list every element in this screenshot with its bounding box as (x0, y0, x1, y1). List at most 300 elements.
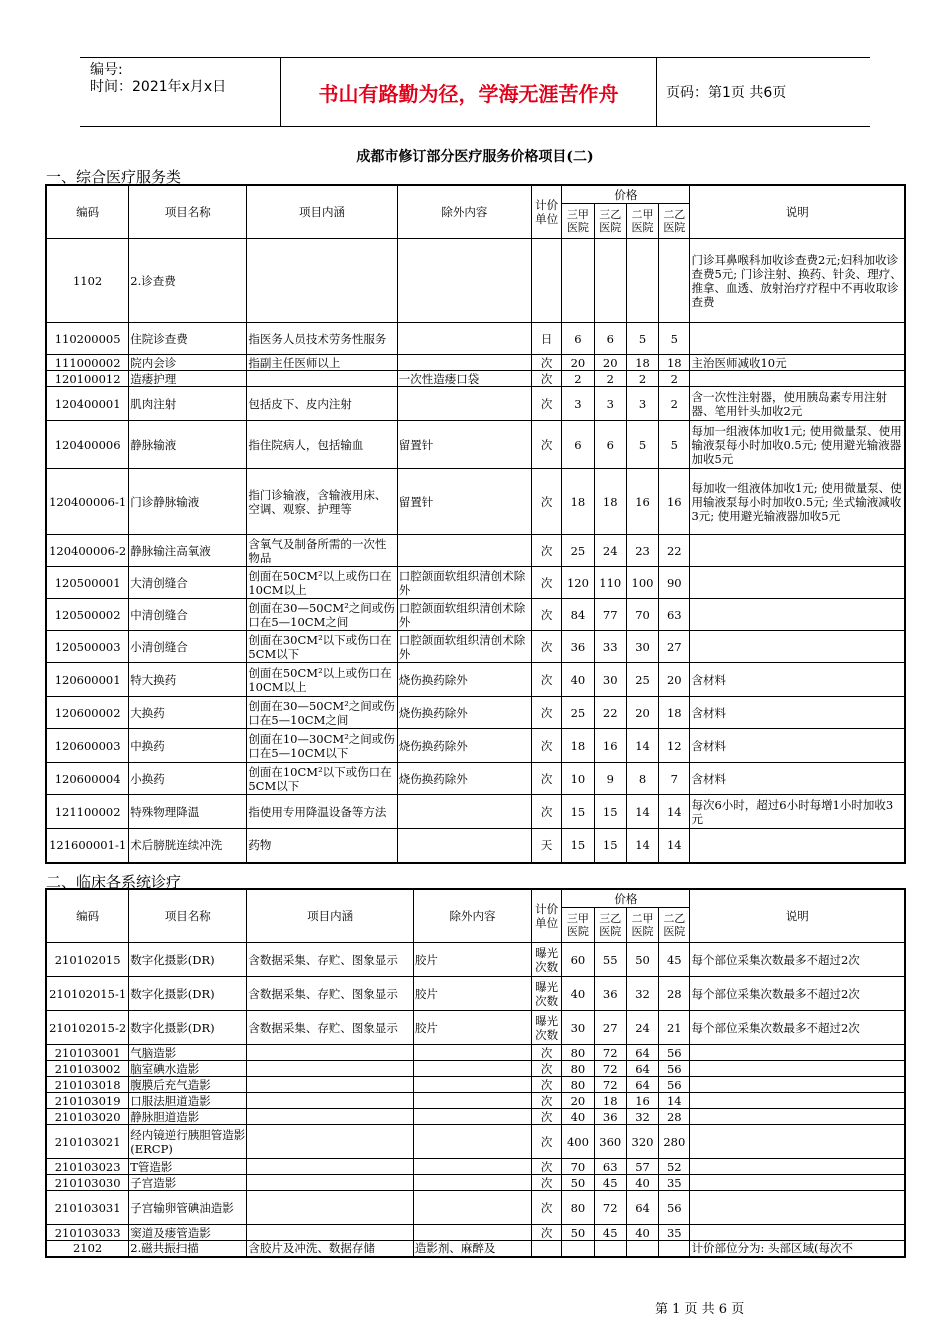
header-page-label: 页码：第1页 共6页 (666, 85, 787, 101)
cell-note: 含材料 (690, 697, 905, 729)
cell-code: 120400001 (46, 387, 129, 421)
cell-note: 每加一组液体加收1元; 使用微量泵、使用输液泵每小时加收0.5元; 使用避光输液器加收5元 (690, 421, 905, 469)
cell-note: 主治医师减收10元 (690, 355, 905, 371)
table-row (46, 1109, 905, 1125)
cell-name: 小清创缝合 (129, 631, 247, 663)
cell-unit: 次 (532, 1125, 562, 1159)
section-title: 一、综合医疗服务类 (46, 168, 182, 186)
cell-content: 创面在30—50CM²之间或伤口在5—10CM之间 (247, 697, 397, 729)
cell-except (397, 239, 531, 323)
cell-price: 3 (562, 387, 594, 421)
cell-code: 210102015-2 (46, 1011, 129, 1045)
cell-code: 120600002 (46, 697, 129, 729)
cell-except: 口腔颌面软组织清创术除外 (397, 567, 531, 599)
cell-name: 静脉输注高氧液 (129, 535, 247, 567)
cell-note: 含一次性注射器，使用胰岛素专用注射器、笔用针头加收2元 (690, 387, 905, 421)
cell-price: 360 (594, 1125, 626, 1159)
cell-price: 63 (594, 1159, 626, 1175)
cell-price: 70 (562, 1159, 594, 1175)
cell-price: 57 (626, 1159, 658, 1175)
cell-name: 肌肉注射 (129, 387, 247, 421)
table-row (46, 239, 905, 323)
cell-price: 23 (626, 535, 658, 567)
cell-name: 住院诊查费 (129, 323, 247, 355)
cell-price: 6 (562, 421, 594, 469)
cell-content (247, 1225, 414, 1241)
cell-price: 8 (626, 763, 658, 795)
cell-unit (532, 239, 562, 323)
cell-price: 110 (594, 567, 626, 599)
cell-code: 210103020 (46, 1109, 129, 1125)
table-row (46, 323, 905, 355)
table-row (46, 1225, 905, 1241)
cell-price: 50 (626, 943, 658, 977)
cell-price: 18 (659, 697, 690, 729)
cell-content: 创面在10—30CM²之间或伤口在5—10CM以下 (247, 729, 397, 763)
cell-except (413, 1093, 531, 1109)
cell-except: 口腔颌面软组织清创术除外 (397, 599, 531, 631)
cell-price: 72 (594, 1191, 626, 1225)
cell-name: 脑室碘水造影 (129, 1061, 247, 1077)
table-row (46, 763, 905, 795)
cell-code: 210103031 (46, 1191, 129, 1225)
cell-note (690, 371, 905, 387)
cell-note: 每加收一组液体加收1元; 使用微量泵、使用输液泵每小时加收0.5元; 坐式输液减收3元; 使用避光输液器加收5元 (690, 469, 905, 535)
cell-price: 20 (594, 355, 626, 371)
cell-content (247, 1077, 414, 1093)
cell-price: 14 (659, 829, 690, 863)
cell-price: 22 (594, 697, 626, 729)
cell-note (690, 1109, 905, 1125)
cell-except (413, 1077, 531, 1093)
cell-price: 14 (659, 795, 690, 829)
table-row (46, 599, 905, 631)
header-price: 价格 (562, 889, 690, 908)
cell-price (626, 1241, 658, 1257)
header-content: 项目内涵 (247, 889, 414, 943)
table-row (46, 977, 905, 1011)
cell-price: 21 (659, 1011, 690, 1045)
cell-unit: 次 (532, 763, 562, 795)
cell-price: 15 (594, 795, 626, 829)
cell-code: 1102 (46, 239, 129, 323)
cell-price: 24 (594, 535, 626, 567)
cell-unit: 次 (532, 663, 562, 697)
cell-except: 留置针 (397, 469, 531, 535)
cell-name: 静脉输液 (129, 421, 247, 469)
cell-price: 32 (626, 977, 658, 1011)
cell-except (413, 1061, 531, 1077)
cell-code: 210103001 (46, 1045, 129, 1061)
cell-price: 64 (626, 1077, 658, 1093)
header-code: 编码 (46, 889, 129, 943)
cell-price: 36 (562, 631, 594, 663)
cell-note (690, 535, 905, 567)
cell-note (690, 1045, 905, 1061)
cell-note: 含材料 (690, 729, 905, 763)
cell-price: 30 (562, 1011, 594, 1045)
cell-price: 5 (659, 323, 690, 355)
cell-price: 25 (562, 697, 594, 729)
cell-price: 56 (659, 1045, 690, 1061)
cell-code: 210103033 (46, 1225, 129, 1241)
cell-price: 80 (562, 1061, 594, 1077)
cell-content: 指住院病人，包括输血 (247, 421, 397, 469)
cell-price: 3 (626, 387, 658, 421)
cell-price: 15 (594, 829, 626, 863)
cell-unit: 次 (532, 535, 562, 567)
cell-price: 36 (594, 1109, 626, 1125)
cell-except (397, 323, 531, 355)
cell-content (247, 1125, 414, 1159)
cell-note (690, 631, 905, 663)
cell-price: 18 (562, 469, 594, 535)
cell-name: 腹膜后充气造影 (129, 1077, 247, 1093)
cell-content: 创面在50CM²以上或伤口在10CM以上 (247, 567, 397, 599)
cell-name: 造瘘护理 (129, 371, 247, 387)
cell-content: 药物 (247, 829, 397, 863)
table-row (46, 1061, 905, 1077)
cell-name: 大换药 (129, 697, 247, 729)
cell-code: 2102 (46, 1241, 129, 1257)
cell-code: 120600003 (46, 729, 129, 763)
cell-name: 数字化摄影(DR) (129, 943, 247, 977)
header-unit: 计价单位 (532, 185, 562, 239)
cell-content (247, 371, 397, 387)
cell-price (562, 1241, 594, 1257)
cell-name: 2.磁共振扫描 (129, 1241, 247, 1257)
header-except: 除外内容 (397, 185, 531, 239)
table-row (46, 1191, 905, 1225)
cell-unit: 次 (532, 631, 562, 663)
cell-content: 指副主任医师以上 (247, 355, 397, 371)
header-note: 说明 (690, 185, 905, 239)
table-row (46, 371, 905, 387)
cell-note: 每个部位采集次数最多不超过2次 (690, 943, 905, 977)
cell-price: 27 (659, 631, 690, 663)
cell-price: 12 (659, 729, 690, 763)
cell-except (413, 1225, 531, 1241)
cell-note: 每次6小时，超过6小时每增1小时加收3元 (690, 795, 905, 829)
header-hospital-level: 二乙医院 (659, 908, 690, 943)
cell-unit: 次 (532, 1093, 562, 1109)
cell-price: 18 (626, 355, 658, 371)
cell-price: 50 (562, 1175, 594, 1191)
cell-content (247, 1045, 414, 1061)
cell-price: 55 (594, 943, 626, 977)
cell-price: 80 (562, 1077, 594, 1093)
cell-code: 120400006-1 (46, 469, 129, 535)
cell-price: 64 (626, 1061, 658, 1077)
cell-name: 子宫输卵管碘油造影 (129, 1191, 247, 1225)
cell-unit: 次 (532, 1061, 562, 1077)
cell-price: 25 (626, 663, 658, 697)
cell-code: 210103018 (46, 1077, 129, 1093)
cell-unit: 次 (532, 1191, 562, 1225)
cell-except (397, 795, 531, 829)
cell-name: 中清创缝合 (129, 599, 247, 631)
cell-price: 100 (626, 567, 658, 599)
cell-name: 经内镜逆行胰胆管造影(ERCP) (129, 1125, 247, 1159)
cell-price: 40 (562, 1109, 594, 1125)
cell-code: 210103002 (46, 1061, 129, 1077)
cell-code: 110200005 (46, 323, 129, 355)
header-meta (90, 62, 226, 96)
cell-price: 80 (562, 1191, 594, 1225)
header-unit: 计价单位 (532, 889, 562, 943)
cell-unit: 次 (532, 1159, 562, 1175)
cell-price: 6 (594, 323, 626, 355)
cell-name: 术后膀胱连续冲洗 (129, 829, 247, 863)
cell-price: 64 (626, 1191, 658, 1225)
cell-price: 30 (594, 663, 626, 697)
cell-price: 72 (594, 1061, 626, 1077)
cell-content: 含氧气及制备所需的一次性物品 (247, 535, 397, 567)
cell-price: 6 (594, 421, 626, 469)
cell-content (247, 1109, 414, 1125)
cell-name: 小换药 (129, 763, 247, 795)
cell-note: 含材料 (690, 763, 905, 795)
cell-except (413, 1175, 531, 1191)
header-hospital-level: 三甲医院 (562, 204, 594, 239)
cell-except (413, 1045, 531, 1061)
cell-price: 5 (626, 421, 658, 469)
cell-note (690, 1077, 905, 1093)
table-row (46, 795, 905, 829)
table-row (46, 469, 905, 535)
cell-price: 56 (659, 1061, 690, 1077)
cell-except: 胶片 (413, 1011, 531, 1045)
cell-name: 特殊物理降温 (129, 795, 247, 829)
cell-name: 院内会诊 (129, 355, 247, 371)
header-note: 说明 (690, 889, 905, 943)
cell-price: 90 (659, 567, 690, 599)
table-row (46, 631, 905, 663)
cell-code: 120500001 (46, 567, 129, 599)
table-row (46, 1125, 905, 1159)
cell-code: 210103019 (46, 1093, 129, 1109)
cell-name: 窦道及瘘管造影 (129, 1225, 247, 1241)
cell-note (690, 1125, 905, 1159)
cell-price: 33 (594, 631, 626, 663)
cell-except: 烧伤换药除外 (397, 729, 531, 763)
cell-price (562, 239, 594, 323)
header-hospital-level: 二甲医院 (626, 908, 658, 943)
cell-note (690, 1175, 905, 1191)
cell-price: 16 (594, 729, 626, 763)
header-hospital-level: 二甲医院 (626, 204, 658, 239)
header-hospital-level: 三乙医院 (594, 908, 626, 943)
cell-price: 84 (562, 599, 594, 631)
cell-note (690, 323, 905, 355)
cell-note: 含材料 (690, 663, 905, 697)
cell-name: 子宫造影 (129, 1175, 247, 1191)
cell-content (247, 1159, 414, 1175)
cell-except (413, 1159, 531, 1175)
cell-content (247, 1191, 414, 1225)
cell-price: 15 (562, 829, 594, 863)
cell-price: 14 (659, 1093, 690, 1109)
cell-content (247, 1061, 414, 1077)
cell-note (690, 829, 905, 863)
cell-name: 门诊静脉输液 (129, 469, 247, 535)
cell-unit: 曝光次数 (532, 1011, 562, 1045)
cell-price: 400 (562, 1125, 594, 1159)
cell-note: 每个部位采集次数最多不超过2次 (690, 977, 905, 1011)
cell-price (594, 1241, 626, 1257)
cell-price (659, 239, 690, 323)
cell-except: 留置针 (397, 421, 531, 469)
cell-code: 210102015 (46, 943, 129, 977)
cell-price: 60 (562, 943, 594, 977)
cell-content: 含数据采集、存贮、图象显示 (247, 977, 414, 1011)
cell-except (413, 1109, 531, 1125)
cell-price: 20 (626, 697, 658, 729)
cell-price: 80 (562, 1045, 594, 1061)
document-title: 成都市修订部分医疗服务价格项目(二) (356, 149, 594, 165)
table-row (46, 1077, 905, 1093)
cell-price: 40 (562, 977, 594, 1011)
cell-price: 40 (626, 1225, 658, 1241)
cell-price: 2 (659, 387, 690, 421)
cell-except: 胶片 (413, 943, 531, 977)
cell-price: 20 (562, 355, 594, 371)
cell-price: 28 (659, 977, 690, 1011)
cell-content: 创面在30—50CM²之间或伤口在5—10CM之间 (247, 599, 397, 631)
header-hospital-level: 三乙医院 (594, 204, 626, 239)
header-code: 编码 (46, 185, 129, 239)
page-footer: 第 1 页 共 6 页 (655, 1302, 745, 1317)
cell-price: 5 (626, 323, 658, 355)
cell-price (626, 239, 658, 323)
header-hospital-level: 二乙医院 (659, 204, 690, 239)
cell-name: 数字化摄影(DR) (129, 977, 247, 1011)
cell-content: 创面在50CM²以上或伤口在10CM以上 (247, 663, 397, 697)
cell-content (247, 1093, 414, 1109)
cell-except (397, 355, 531, 371)
cell-price: 16 (626, 469, 658, 535)
cell-unit: 次 (532, 1175, 562, 1191)
cell-name: 特大换药 (129, 663, 247, 697)
table-row (46, 829, 905, 863)
cell-unit: 次 (532, 567, 562, 599)
cell-note (690, 1061, 905, 1077)
table-row (46, 1093, 905, 1109)
cell-unit: 次 (532, 421, 562, 469)
cell-except (397, 535, 531, 567)
cell-price: 5 (659, 421, 690, 469)
cell-except (397, 829, 531, 863)
cell-unit (532, 1241, 562, 1257)
cell-price: 36 (594, 977, 626, 1011)
cell-unit: 次 (532, 469, 562, 535)
cell-note (690, 1191, 905, 1225)
doc-time-label: 时间：2021年x月x日 (90, 79, 227, 95)
cell-note (690, 1093, 905, 1109)
cell-code: 121600001-1 (46, 829, 129, 863)
cell-price: 2 (626, 371, 658, 387)
cell-price: 30 (626, 631, 658, 663)
header-content: 项目内涵 (247, 185, 397, 239)
cell-content (247, 239, 397, 323)
price-table-section2 (45, 888, 906, 1258)
cell-price: 22 (659, 535, 690, 567)
cell-except: 胶片 (413, 977, 531, 1011)
cell-except: 烧伤换药除外 (397, 697, 531, 729)
cell-content: 创面在10CM²以下或伤口在5CM以下 (247, 763, 397, 795)
cell-name: 口服法胆道造影 (129, 1093, 247, 1109)
cell-price: 6 (562, 323, 594, 355)
cell-except: 烧伤换药除外 (397, 663, 531, 697)
table-row (46, 1241, 905, 1257)
cell-code: 210102015-1 (46, 977, 129, 1011)
doc-number-label: 编号: (90, 62, 123, 78)
cell-price: 64 (626, 1045, 658, 1061)
cell-unit: 次 (532, 795, 562, 829)
table-row (46, 567, 905, 599)
cell-code: 210103023 (46, 1159, 129, 1175)
cell-price: 16 (659, 469, 690, 535)
cell-price: 72 (594, 1045, 626, 1061)
cell-price: 16 (626, 1093, 658, 1109)
cell-price: 32 (626, 1109, 658, 1125)
table-row (46, 535, 905, 567)
cell-price: 18 (594, 1093, 626, 1109)
cell-except: 烧伤换药除外 (397, 763, 531, 795)
cell-name: 中换药 (129, 729, 247, 763)
cell-price: 18 (562, 729, 594, 763)
cell-code: 120400006-2 (46, 535, 129, 567)
cell-price: 77 (594, 599, 626, 631)
cell-except (397, 387, 531, 421)
header-hospital-level: 三甲医院 (562, 908, 594, 943)
cell-unit: 次 (532, 387, 562, 421)
table-row (46, 1159, 905, 1175)
cell-price: 52 (659, 1159, 690, 1175)
cell-price: 18 (594, 469, 626, 535)
cell-code: 111000002 (46, 355, 129, 371)
table-row (46, 663, 905, 697)
cell-code: 120600004 (46, 763, 129, 795)
cell-price: 20 (562, 1093, 594, 1109)
cell-unit: 天 (532, 829, 562, 863)
cell-code: 120600001 (46, 663, 129, 697)
cell-content: 含胶片及冲洗、数据存储 (247, 1241, 414, 1257)
cell-price: 72 (594, 1077, 626, 1093)
cell-price: 35 (659, 1175, 690, 1191)
cell-content: 包括皮下、皮内注射 (247, 387, 397, 421)
cell-price: 120 (562, 567, 594, 599)
cell-content: 创面在30CM²以下或伤口在5CM以下 (247, 631, 397, 663)
table-row (46, 1045, 905, 1061)
cell-price: 45 (594, 1225, 626, 1241)
cell-price: 14 (626, 729, 658, 763)
table-row (46, 1011, 905, 1045)
cell-price: 7 (659, 763, 690, 795)
cell-price (594, 239, 626, 323)
cell-price (659, 1241, 690, 1257)
cell-price: 2 (562, 371, 594, 387)
cell-price: 70 (626, 599, 658, 631)
table-header-row (46, 185, 905, 204)
header-name: 项目名称 (129, 185, 247, 239)
cell-unit: 次 (532, 1109, 562, 1125)
cell-content (247, 1175, 414, 1191)
cell-price: 15 (562, 795, 594, 829)
price-table-section1 (45, 184, 906, 864)
cell-price: 10 (562, 763, 594, 795)
cell-unit: 曝光次数 (532, 977, 562, 1011)
